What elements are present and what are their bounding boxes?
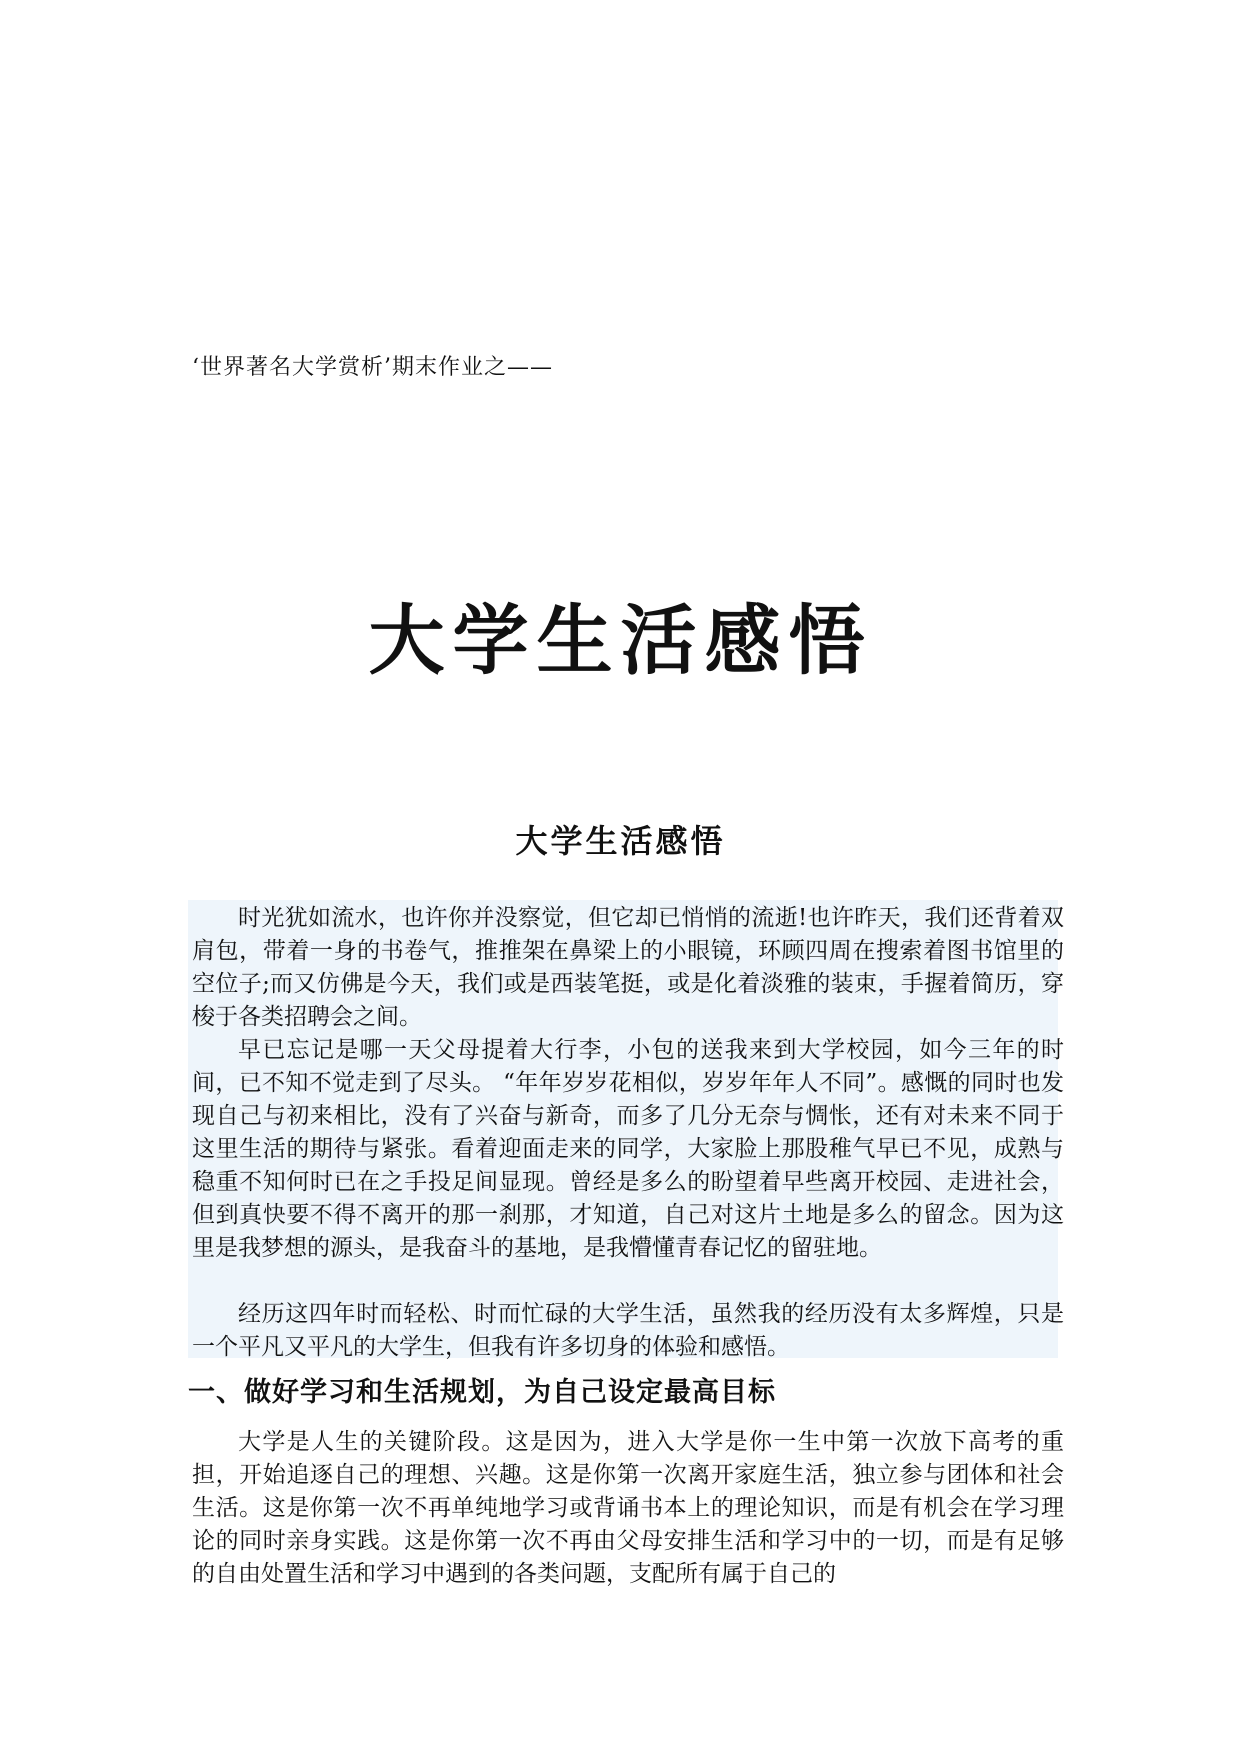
document-subtitle: 大学生活感悟: [515, 822, 726, 860]
document-main-title: 大学生活感悟: [368, 596, 873, 685]
section-1-heading: 一、做好学习和生活规划，为自己设定最高目标: [188, 1377, 776, 1408]
intro-paragraph-1: 时光犹如流水，也许你并没察觉，但它却已悄悄的流逝!也许昨天，我们还背着双肩包，带着一身的书卷气，推推架在鼻梁上的小眼镜，环顾四周在搜索着图书馆里的空位子;而又仿佛是今天，我们或是西装笔挺，或是化着淡雅的装束，手握着简历，穿梭于各类招聘会之间。: [192, 905, 1064, 1030]
section-1-paragraph: 大学是人生的关键阶段。这是因为，进入大学是你一生中第一次放下高考的重担，开始追逐自己的理想、兴趣。这是你第一次离开家庭生活，独立参与团体和社会生活。这是你第一次不再单纯地学习或背诵书本上的理论知识，而是有机会在学习理论的同时亲身实践。这是你第一次不再由父母安排生活和学习中的一切，而是有足够的自由处置生活和学习中遇到的各类问题，支配所有属于自己的: [192, 1429, 1064, 1587]
intro-paragraph-3: 经历这四年时而轻松、时而忙碌的大学生活，虽然我的经历没有太多辉煌，只是一个平凡又平凡的大学生，但我有许多切身的体验和感悟。: [192, 1301, 1064, 1360]
intro-paragraph-2: 早已忘记是哪一天父母提着大行李，小包的送我来到大学校园，如今三年的时间，已不知不觉走到了尽头。 “年年岁岁花相似，岁岁年年人不同”。感慨的同时也发现自己与初来相比，没有了兴奋与新奇，而多了几分无奈与惆怅，还有对未来不同于这里生活的期待与紧张。看着迎面走来的同学，大家脸上那股稚气早已不见，成熟与稳重不知何时已在之手投足间显现。曾经是多么的盼望着早些离开校园、走进社会，但到真快要不得不离开的那一刹那，才知道，自己对这片土地是多么的留念。因为这里是我梦想的源头，是我奋斗的基地，是我懵懂青春记忆的留驻地。: [192, 1037, 1064, 1261]
course-assignment-line: ‘世界著名大学赏析’期末作业之——: [192, 355, 553, 380]
